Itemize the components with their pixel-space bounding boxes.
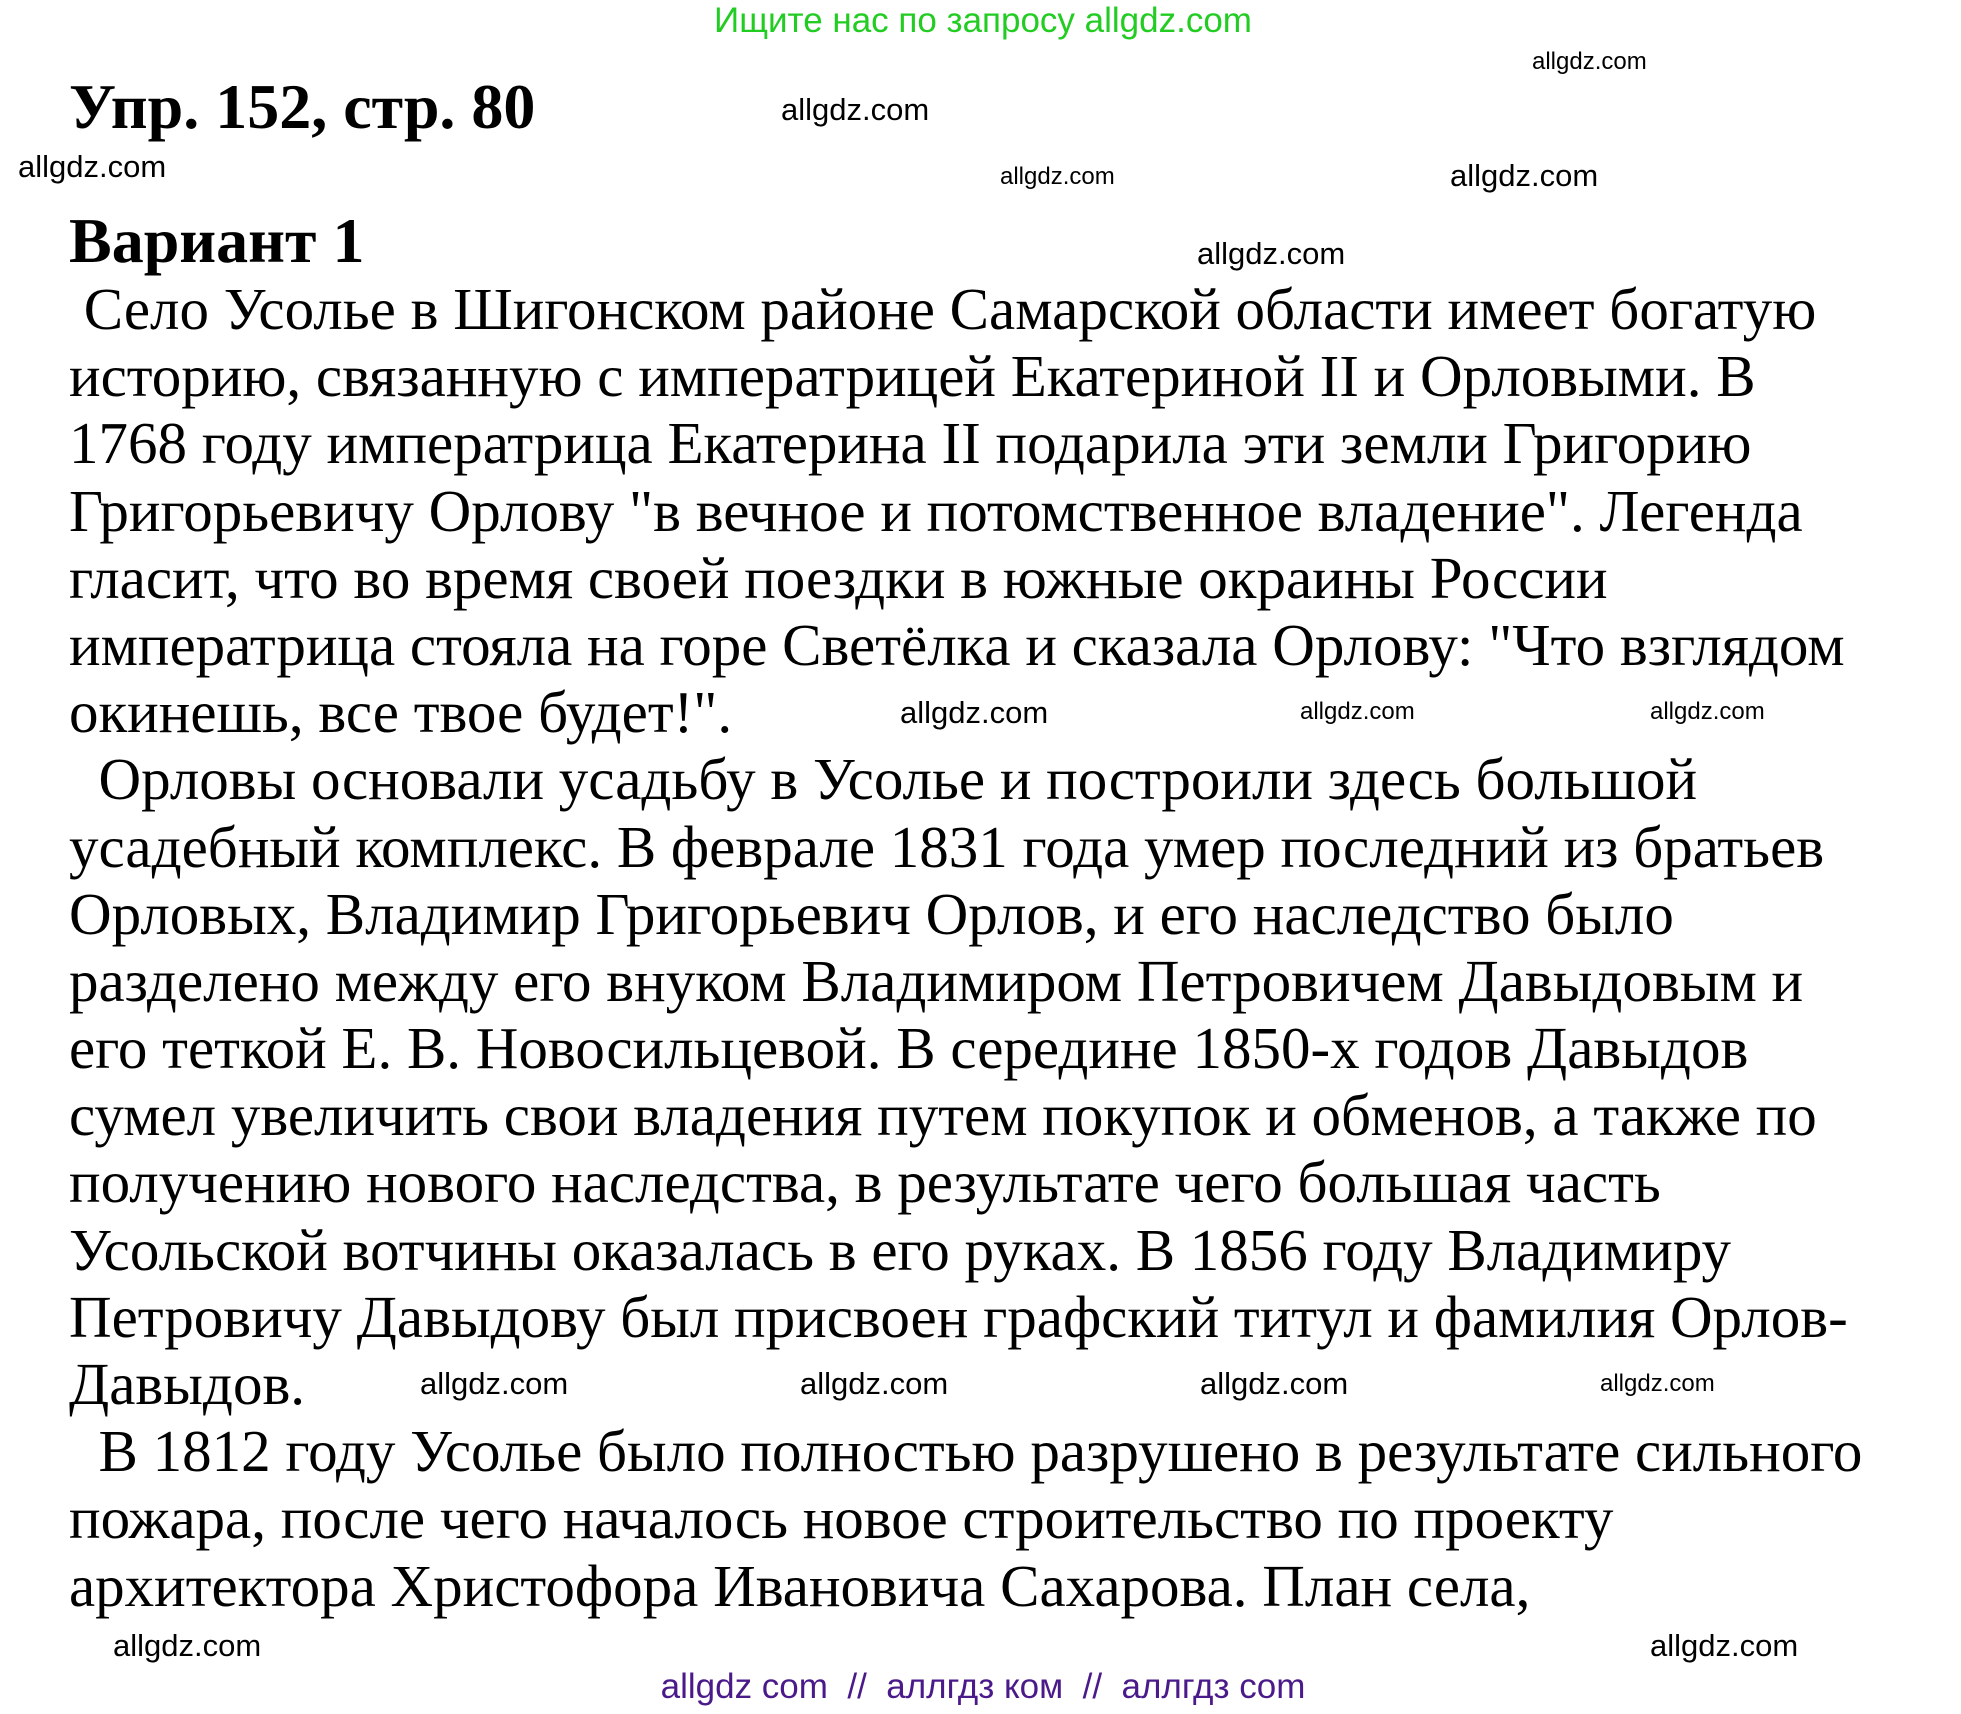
watermark: allgdz.com xyxy=(420,1366,569,1401)
body-text xyxy=(69,276,1862,1620)
text-line: В 1812 году Усолье было полностью разрушено в результате сильного xyxy=(69,1418,1863,1485)
text-line: Усольской вотчины оказалась в его руках. В 1856 году Владимиру xyxy=(69,1216,1732,1283)
watermark: allgdz.com xyxy=(1450,158,1599,193)
text-line: Григорьевичу Орлову "в вечное и потомственное владение". Легенда xyxy=(69,477,1803,544)
text-line: императрица стояла на горе Светёлка и сказала Орлову: "Что взглядом xyxy=(69,611,1845,678)
text-line: Давыдов. xyxy=(69,1351,306,1417)
watermark: allgdz.com xyxy=(781,92,930,127)
footer-banner: allgdz com // аллгдз ком // аллгдз com xyxy=(660,1667,1306,1706)
watermark: allgdz.com xyxy=(900,695,1049,730)
text-line: сумел увеличить свои владения путем покупок и обменов, а также по xyxy=(69,1082,1817,1149)
text-line: его теткой Е. В. Новосильцевой. В середине 1850-х годов Давыдов xyxy=(69,1015,1749,1082)
watermark: allgdz.com xyxy=(1197,236,1346,271)
watermark: allgdz.com xyxy=(1650,698,1765,725)
watermark: allgdz.com xyxy=(113,1628,262,1663)
watermark: allgdz.com xyxy=(1532,48,1647,75)
search-banner: Ищите нас по запросу allgdz.com xyxy=(714,1,1252,40)
text-line: Орловы основали усадьбу в Усолье и построили здесь большой xyxy=(69,746,1698,813)
watermark: allgdz.com xyxy=(800,1366,949,1401)
exercise-title: Упр. 152, стр. 80 xyxy=(69,71,536,142)
variant-heading: Вариант 1 xyxy=(69,205,365,276)
text-line: архитектора Христофора Ивановича Сахарова. План села, xyxy=(69,1552,1531,1619)
text-line: Село Усолье в Шигонском районе Самарской области имеет богатую xyxy=(69,276,1817,342)
text-line: гласит, что во время своей поездки в южные окраины России xyxy=(69,544,1608,611)
text-line: получению нового наследства, в результате чего большая часть xyxy=(69,1149,1661,1216)
text-line: историю, связанную с императрицей Екатериной II и Орловыми. В xyxy=(69,343,1756,410)
text-line: окинешь, все твое будет!". xyxy=(69,679,733,746)
text-line: усадебный комплекс. В феврале 1831 года умер последний из братьев xyxy=(69,813,1825,880)
watermark: allgdz.com xyxy=(1600,1370,1715,1397)
watermark: allgdz.com xyxy=(1000,163,1115,190)
text-line: пожара, после чего началось новое строительство по проекту xyxy=(69,1485,1614,1552)
watermark: allgdz.com xyxy=(18,149,167,184)
text-line: Петровичу Давыдову был присвоен графский титул и фамилия Орлов- xyxy=(69,1283,1848,1350)
text-line: 1768 году императрица Екатерина II подарила эти земли Григорию xyxy=(69,410,1752,477)
watermark: allgdz.com xyxy=(1300,698,1415,725)
text-line: разделено между его внуком Владимиром Петровичем Давыдовым и xyxy=(69,947,1804,1014)
text-line: Орловых, Владимир Григорьевич Орлов, и его наследство было xyxy=(69,880,1674,947)
watermark: allgdz.com xyxy=(1200,1366,1349,1401)
watermark: allgdz.com xyxy=(1650,1628,1799,1663)
